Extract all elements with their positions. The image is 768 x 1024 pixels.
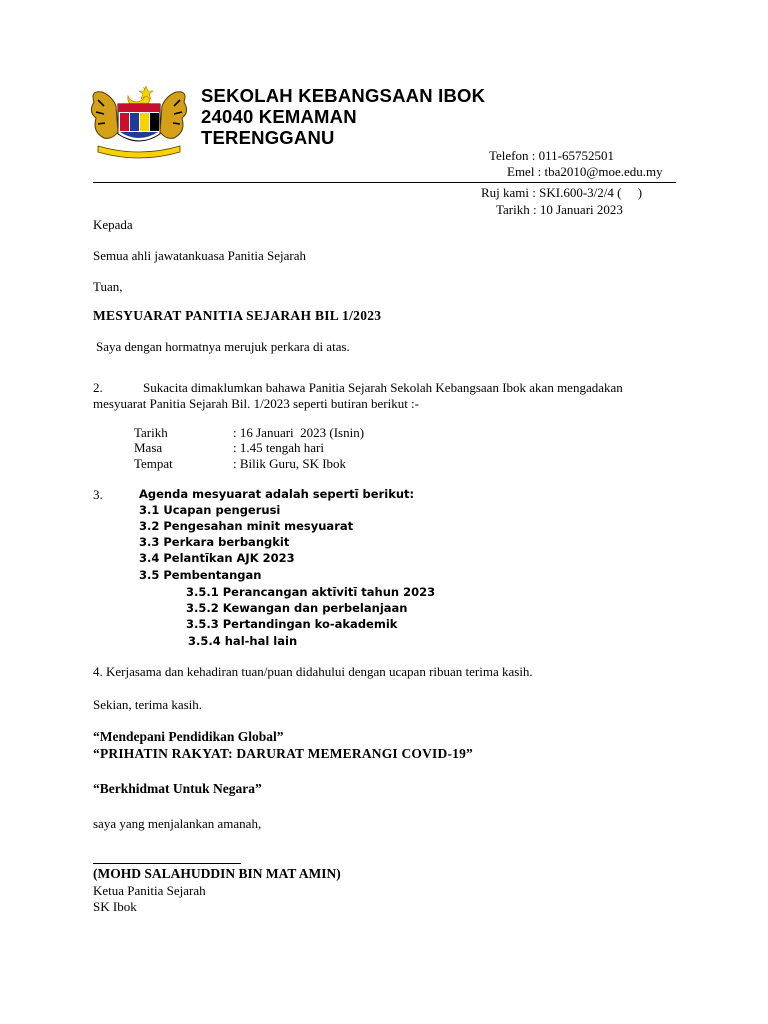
para4: 4. Kerjasama dan kehadiran tuan/puan didahului dengan ucapan ribuan terima kasih. (93, 664, 533, 679)
detail-value-date: : 16 Januari 2023 (Isnin) (233, 425, 365, 440)
school-address: 24040 KEMAMAN (201, 106, 357, 127)
agenda-item: 3.3 Perkara berbangkit (139, 535, 290, 549)
agenda-subitem: 3.5.4 hal-hal lain (188, 634, 298, 648)
detail-label-time: Masa (134, 440, 163, 455)
motto-nation: “Berkhidmat Untuk Negara” (93, 781, 262, 796)
kepada-label: Kepada (93, 217, 133, 232)
email-address: Emel : tba2010@moe.edu.my (507, 164, 663, 179)
signatory-name: (MOHD SALAHUDDIN BIN MAT AMIN) (93, 866, 341, 881)
signoff-line: saya yang menjalankan amanah, (93, 816, 262, 831)
letter-date: Tarikh : 10 Januari 2023 (496, 202, 623, 217)
subject-line: MESYUARAT PANITIA SEJARAH BIL 1/2023 (93, 308, 382, 323)
agenda-item: 3.2 Pengesahan minit mesyuarat (139, 519, 354, 533)
agenda-item: 3.1 Ucapan pengerusi (139, 503, 281, 517)
para2-second-line: mesyuarat Panitia Sejarah Bil. 1/2023 seperti butiran berikut :- (93, 396, 420, 411)
intro-paragraph: Saya dengan hormatnya merujuk perkara di atas. (96, 339, 350, 354)
detail-value-time: : 1.45 tengah hari (233, 440, 324, 455)
agenda-item: 3.4 Pelantīkan AJK 2023 (139, 551, 295, 565)
signatory-title: Ketua Panitia Sejarah (93, 883, 206, 898)
school-crest (84, 82, 194, 160)
agenda-subitem: 3.5.2 Kewangan dan perbelanjaan (186, 601, 408, 615)
reference-number: Ruj kami : SKI.600-3/2/4 ( ) (481, 185, 643, 200)
agenda-subitem: 3.5.1 Perancangan aktīvitī tahun 2023 (186, 585, 436, 599)
malaysia-coat-of-arms-icon (84, 82, 194, 160)
school-state: TERENGGANU (201, 127, 335, 148)
salutation: Tuan, (93, 279, 123, 294)
agenda-subitem: 3.5.3 Pertandingan ko-akademik (186, 617, 398, 631)
para2-number: 2. (93, 380, 103, 395)
letterhead-divider (93, 182, 676, 183)
detail-value-place: : Bilik Guru, SK Ibok (233, 456, 347, 471)
agenda-heading: Agenda mesyuarat adalah sepertī berikut: (139, 487, 415, 501)
para2-first-line: Sukacita dimaklumkan bahawa Panitia Sejarah Sekolah Kebangsaan Ibok akan mengadakan (143, 380, 623, 395)
school-name: SEKOLAH KEBANGSAAN IBOK (201, 85, 486, 106)
recipient-line: Semua ahli jawatankuasa Panitia Sejarah (93, 248, 306, 263)
motto-global: “Mendepani Pendidikan Global” (93, 729, 284, 744)
signatory-org: SK Ibok (93, 899, 137, 914)
signature-line (93, 863, 241, 864)
agenda-number: 3. (93, 487, 103, 502)
agenda-item: 3.5 Pembentangan (139, 568, 262, 582)
detail-label-place: Tempat (134, 456, 173, 471)
motto-covid: “PRIHATIN RAKYAT: DARURAT MEMERANGI COVID-19” (93, 746, 474, 761)
detail-label-date: Tarikh (134, 425, 168, 440)
closing-line: Sekian, terima kasih. (93, 697, 203, 712)
phone-number: Telefon : 011-65752501 (489, 148, 614, 163)
